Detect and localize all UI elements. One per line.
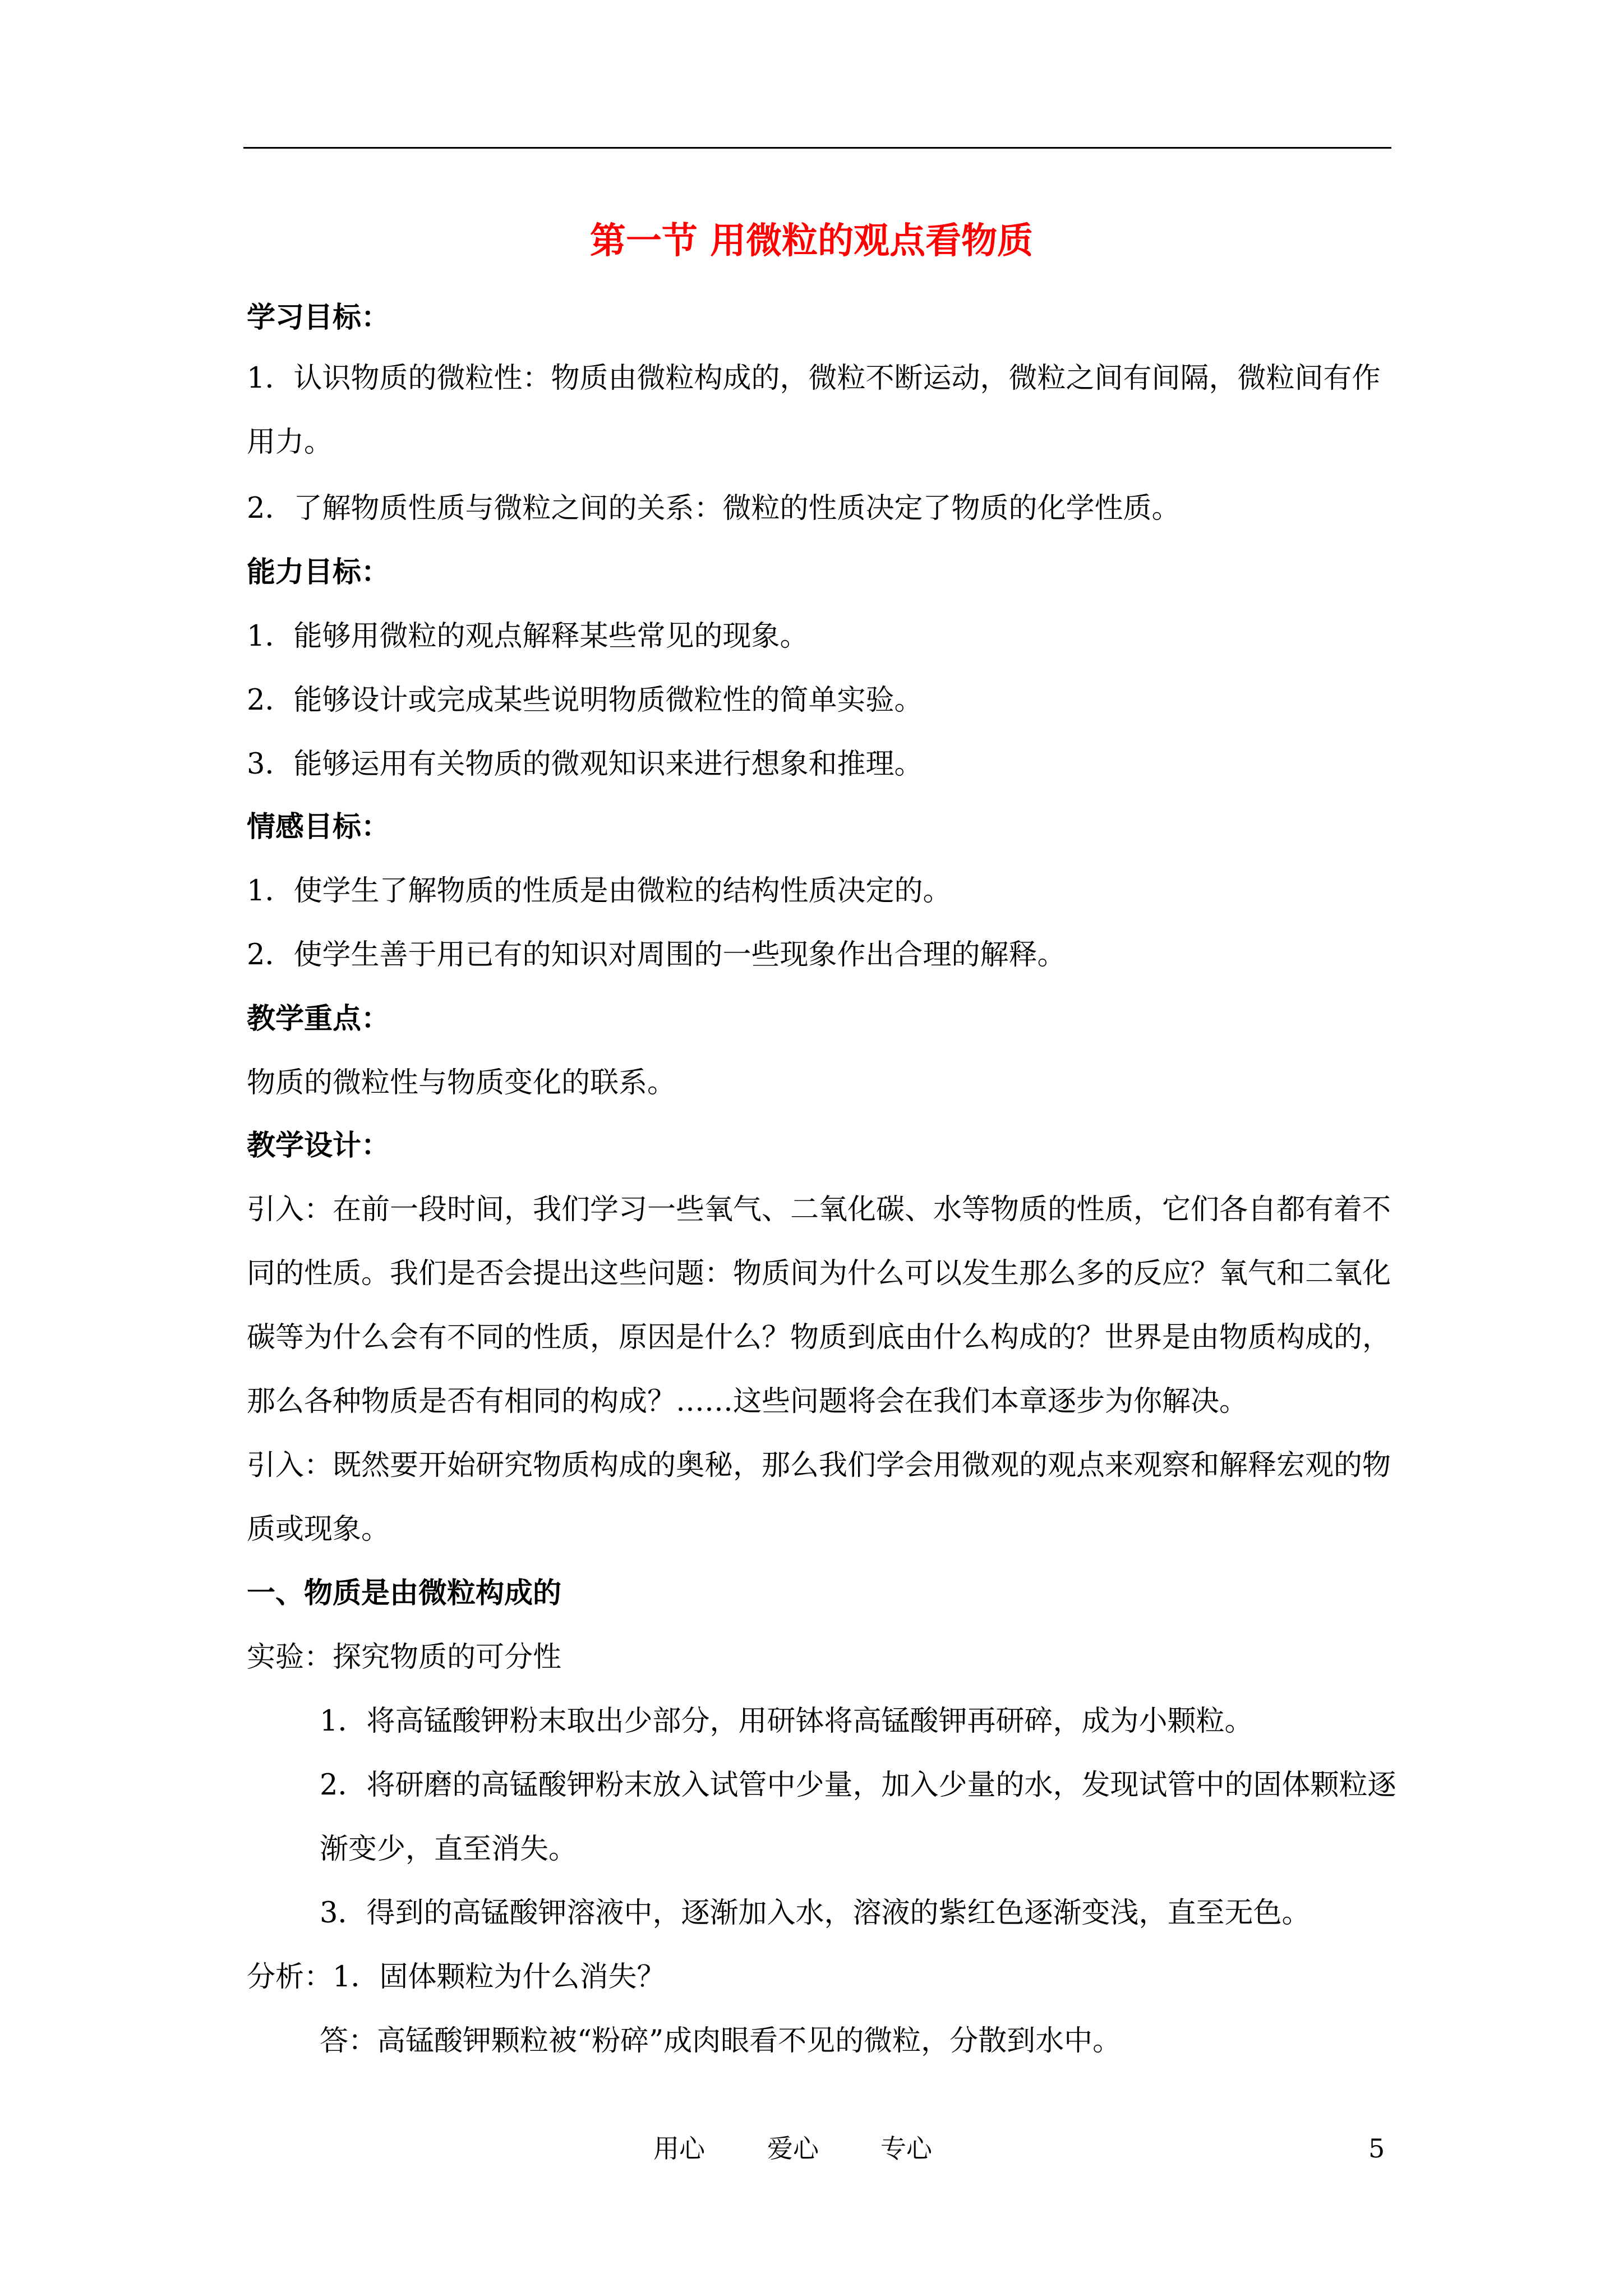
paragraph-line: 1．认识物质的微粒性：物质由微粒构成的，微粒不断运动，微粒之间有间隔，微粒间有作 xyxy=(247,362,1381,395)
heading-ability-goals: 能力目标： xyxy=(247,556,390,589)
paragraph-line: 2．使学生善于用已有的知识对周围的一些现象作出合理的解释。 xyxy=(247,938,1066,972)
header-rule xyxy=(243,147,1391,149)
paragraph-line: 1．将高锰酸钾粉末取出少部分，用研钵将高锰酸钾再研碎，成为小颗粒。 xyxy=(320,1705,1253,1738)
paragraph-line: 2．能够设计或完成某些说明物质微粒性的简单实验。 xyxy=(247,684,923,717)
section-heading-1: 一、物质是由微粒构成的 xyxy=(247,1577,562,1610)
paragraph-line: 1．能够用微粒的观点解释某些常见的现象。 xyxy=(247,620,809,653)
paragraph-line: 用力。 xyxy=(247,426,333,459)
paragraph-line: 2．了解物质性质与微粒之间的关系：微粒的性质决定了物质的化学性质。 xyxy=(247,492,1181,525)
paragraph-line: 碳等为什么会有不同的性质，原因是什么？物质到底由什么构成的？世界是由物质构成的， xyxy=(247,1321,1391,1354)
heading-teaching-focus: 教学重点： xyxy=(247,1002,390,1036)
paragraph-line: 实验：探究物质的可分性 xyxy=(247,1641,562,1674)
footer-motto-2: 爱心 xyxy=(767,2133,819,2164)
paragraph-line: 引入：既然要开始研究物质构成的奥秘，那么我们学会用微观的观点来观察和解释宏观的物 xyxy=(247,1449,1391,1482)
paragraph-line: 那么各种物质是否有相同的构成？……这些问题将会在我们本章逐步为你解决。 xyxy=(247,1385,1248,1418)
paragraph-line: 3．能够运用有关物质的微观知识来进行想象和推理。 xyxy=(247,748,923,781)
footer-motto-1: 用心 xyxy=(653,2133,705,2164)
paragraph-line: 质或现象。 xyxy=(247,1513,390,1546)
heading-learning-goals: 学习目标： xyxy=(247,301,390,334)
paragraph-line: 1．使学生了解物质的性质是由微粒的结构性质决定的。 xyxy=(247,875,952,908)
paragraph-line: 引入：在前一段时间，我们学习一些氧气、二氧化碳、水等物质的性质，它们各自都有着不 xyxy=(247,1193,1391,1226)
footer-motto-3: 专心 xyxy=(880,2133,932,2164)
paragraph-line: 物质的微粒性与物质变化的联系。 xyxy=(247,1066,676,1099)
paragraph-line: 2．将研磨的高锰酸钾粉末放入试管中少量，加入少量的水，发现试管中的固体颗粒逐 xyxy=(320,1769,1396,1802)
heading-teaching-design: 教学设计： xyxy=(247,1129,390,1162)
paragraph-line: 渐变少，直至消失。 xyxy=(320,1833,578,1866)
page-title: 第一节 用微粒的观点看物质 xyxy=(589,220,1034,262)
heading-emotion-goals: 情感目标： xyxy=(247,811,390,844)
paragraph-line: 分析：1．固体颗粒为什么消失？ xyxy=(247,1961,666,1994)
paragraph-line: 同的性质。我们是否会提出这些问题：物质间为什么可以发生那么多的反应？氧气和二氧化 xyxy=(247,1257,1391,1290)
paragraph-line: 答：高锰酸钾颗粒被“粉碎”成肉眼看不见的微粒，分散到水中。 xyxy=(320,2024,1122,2058)
paragraph-line: 3．得到的高锰酸钾溶液中，逐渐加入水，溶液的紫红色逐渐变浅，直至无色。 xyxy=(320,1897,1311,1930)
page-number: 5 xyxy=(1368,2133,1385,2164)
